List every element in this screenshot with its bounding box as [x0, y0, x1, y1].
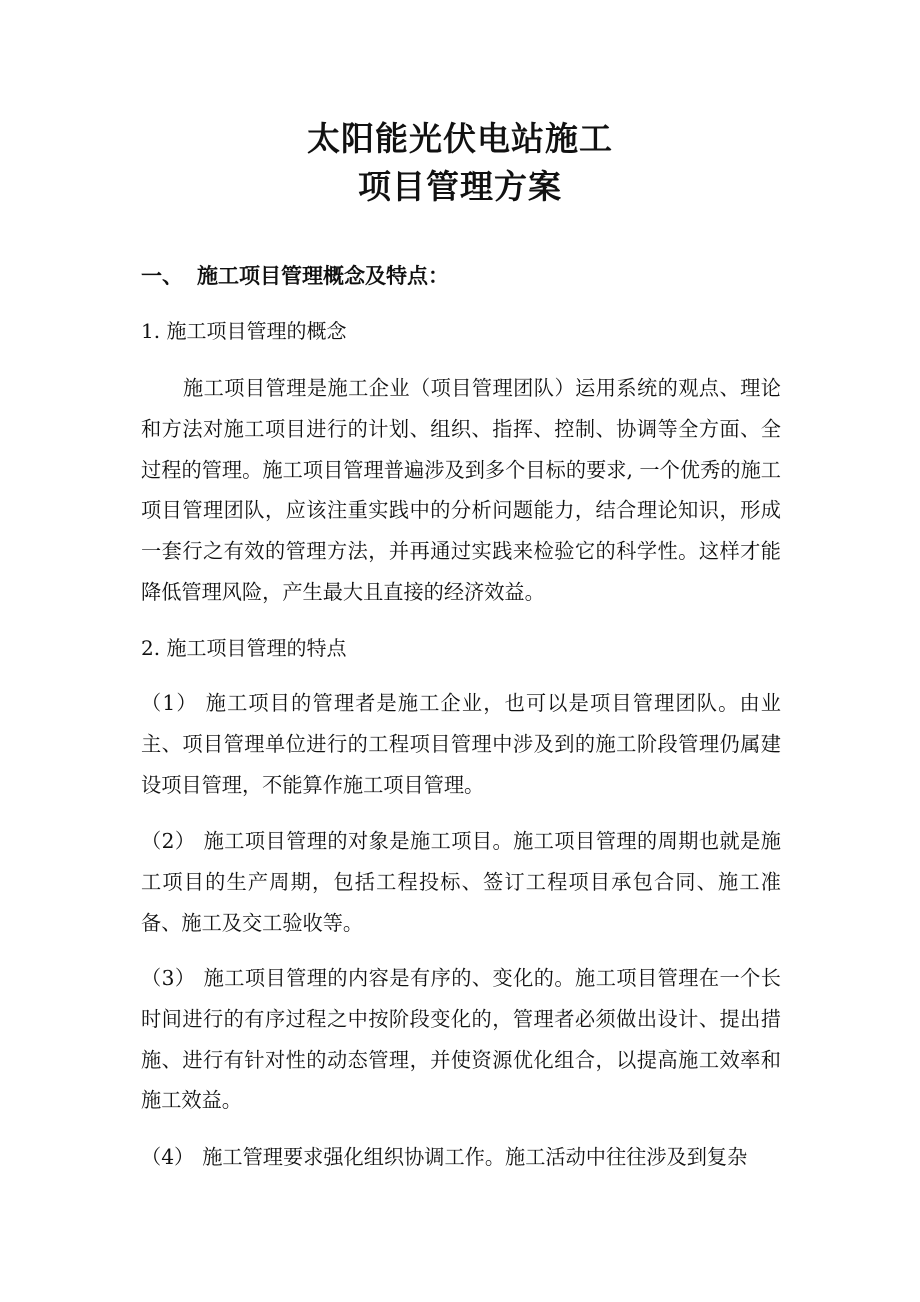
feature-item-marker: （4）	[141, 1145, 195, 1169]
feature-item-text: 施工项目的管理者是施工企业，也可以是项目管理团队。由业主、项目管理单位进行的工程项目管理中涉及到的施工阶段管理仍属建设项目管理，不能算作施工项目管理。	[141, 691, 781, 797]
feature-item-marker: （3）	[141, 966, 196, 990]
subsection-title-features: 2. 施工项目管理的特点	[141, 636, 347, 660]
feature-item-text: 施工项目管理的对象是施工项目。施工项目管理的周期也就是施工项目的生产周期，包括工程投标、签订工程项目承包合同、施工准备、施工及交工验收等。	[141, 829, 781, 935]
document-title-line-1: 太阳能光伏电站施工	[307, 119, 613, 158]
feature-item	[141, 683, 781, 805]
feature-item-text: 施工项目管理的内容是有序的、变化的。施工项目管理在一个长时间进行的有序过程之中按阶段变化的，管理者必须做出设计、提出措施、进行有针对性的动态管理，并使资源优化组合，以提高施工效率和施工效益。	[141, 966, 781, 1113]
feature-item	[141, 958, 781, 1121]
document-title-line-2: 项目管理方案	[358, 167, 562, 206]
section-number: 一、	[141, 264, 183, 288]
feature-item	[141, 1137, 781, 1178]
feature-item-marker: （2）	[141, 829, 196, 853]
section-heading	[141, 262, 449, 290]
concept-paragraph: 施工项目管理是施工企业（项目管理团队）运用系统的观点、理论和方法对施工项目进行的计划、组织、指挥、控制、协调等全方面、全过程的管理。施工项目管理普遍涉及到多个目标的要求, 一个优秀的施工项目管理团队，应该注重实践中的分析问题能力，结合理论知识，形成一套行之有效的管理方法，并再通过实践来检验它的科学性。这样才能降低管理风险，产生最大且直接的经济效益。	[141, 376, 781, 604]
feature-item-text: 施工管理要求强化组织协调工作。施工活动中往往涉及到复杂	[202, 1145, 748, 1169]
subsection-title-concept: 1. 施工项目管理的概念	[141, 319, 347, 343]
feature-item-marker: （1）	[141, 691, 198, 715]
section-heading-text: 施工项目管理概念及特点：	[197, 264, 449, 288]
feature-item	[141, 821, 781, 943]
